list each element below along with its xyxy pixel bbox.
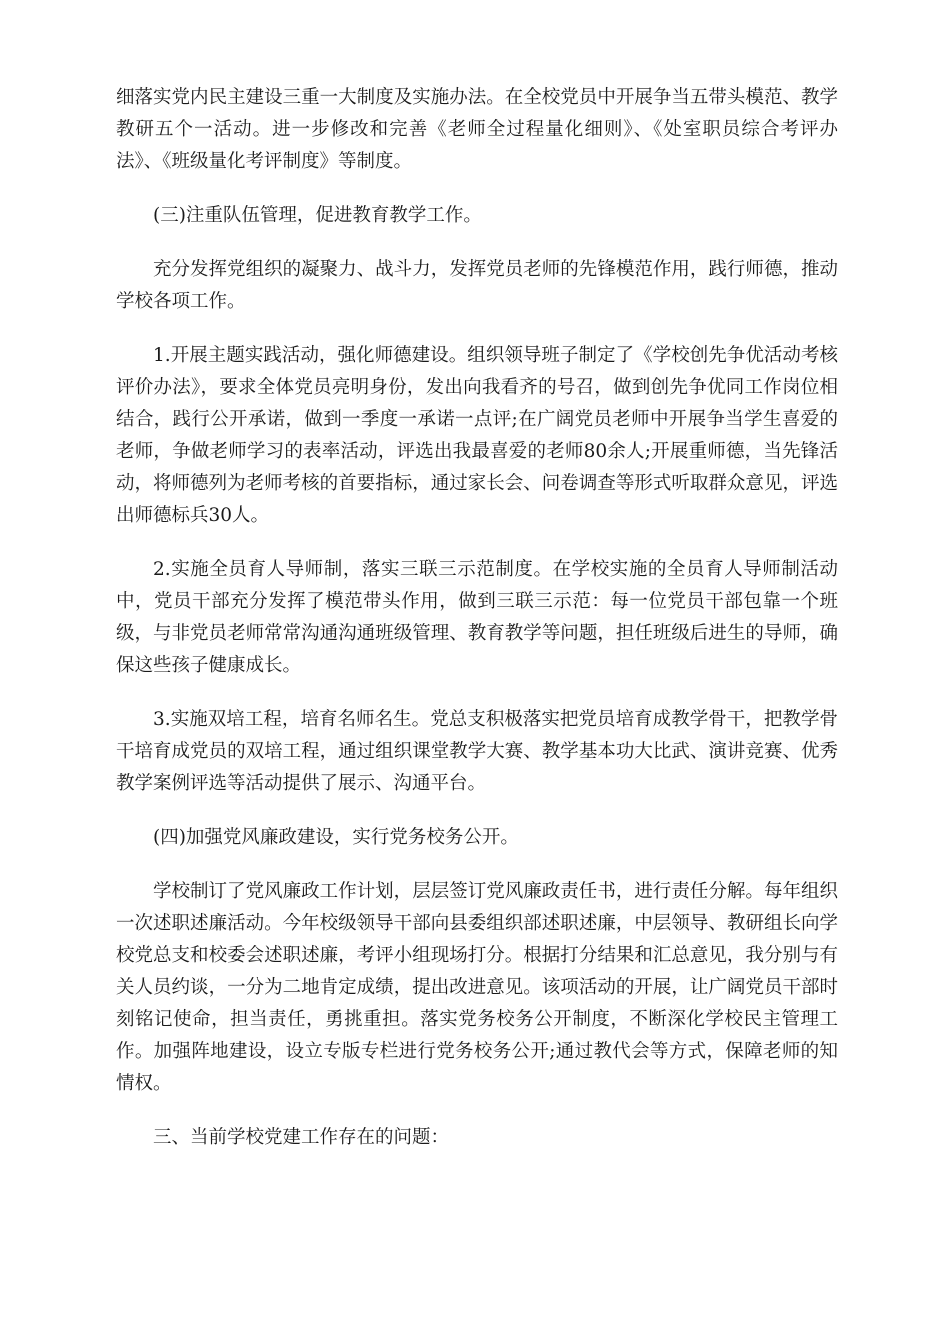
- document-page: [116, 82, 838, 1176]
- section-heading-team-management: (三)注重队伍管理，促进教育教学工作。: [153, 205, 482, 226]
- paragraph-item-3-dual-training: 3.实施双培工程，培育名师名生。党总支积极落实把党员培育成教学骨干，把教学骨干培育成党员的双培工程，通过组织课堂教学大赛、教学基本功大比武、演讲竞赛、优秀教学案例评选等活动提供了展示、沟通平台。: [116, 709, 838, 794]
- paragraph-party-role: 充分发挥党组织的凝聚力、战斗力，发挥党员老师的先锋模范作用，践行师德，推动学校各项工作。: [116, 259, 838, 312]
- paragraph-item-1-ethics: 1.开展主题实践活动，强化师德建设。组织领导班子制定了《学校创先争优活动考核评价办法》，要求全体党员亮明身份，发出向我看齐的号召，做到创先争优同工作岗位相结合，践行公开承诺，做到一季度一承诺一点评;在广阔党员老师中开展争当学生喜爱的老师，争做老师学习的表率活动，评选出我最喜爱的老师80余人;开展重师德，当先锋活动，将师德列为老师考核的首要指标，通过家长会、问卷调查等形式听取群众意见，评选出师德标兵30人。: [116, 345, 838, 526]
- paragraph-item-2-mentorship: 2.实施全员育人导师制，落实三联三示范制度。在学校实施的全员育人导师制活动中，党员干部充分发挥了模范带头作用，做到三联三示范：每一位党员干部包靠一个班级，与非党员老师常常沟通沟通班级管理、教育教学等问题，担任班级后进生的导师，确保这些孩子健康成长。: [116, 559, 838, 676]
- paragraph-integrity-details: 学校制订了党风廉政工作计划，层层签订党风廉政责任书，进行责任分解。每年组织一次述职述廉活动。今年校级领导干部向县委组织部述职述廉，中层领导、教研组长向学校党总支和校委会述职述廉，考评小组现场打分。根据打分结果和汇总意见，我分别与有关人员约谈，一分为二地肯定成绩，提出改进意见。该项活动的开展，让广阔党员干部时刻铭记使命，担当责任，勇挑重担。落实党务校务公开制度，不断深化学校民主管理工作。加强阵地建设，设立专版专栏进行党务校务公开;通过教代会等方式，保障老师的知情权。: [116, 881, 838, 1094]
- paragraph-policy-continuation: 细落实党内民主建设三重一大制度及实施办法。在全校党员中开展争当五带头模范、教学教研五个一活动。进一步修改和完善《老师全过程量化细则》、《处室职员综合考评办法》、《班级量化考评制度》等制度。: [116, 87, 838, 172]
- section-heading-integrity: (四)加强党风廉政建设，实行党务校务公开。: [153, 827, 519, 848]
- section-heading-problems: 三、当前学校党建工作存在的问题：: [153, 1127, 450, 1148]
